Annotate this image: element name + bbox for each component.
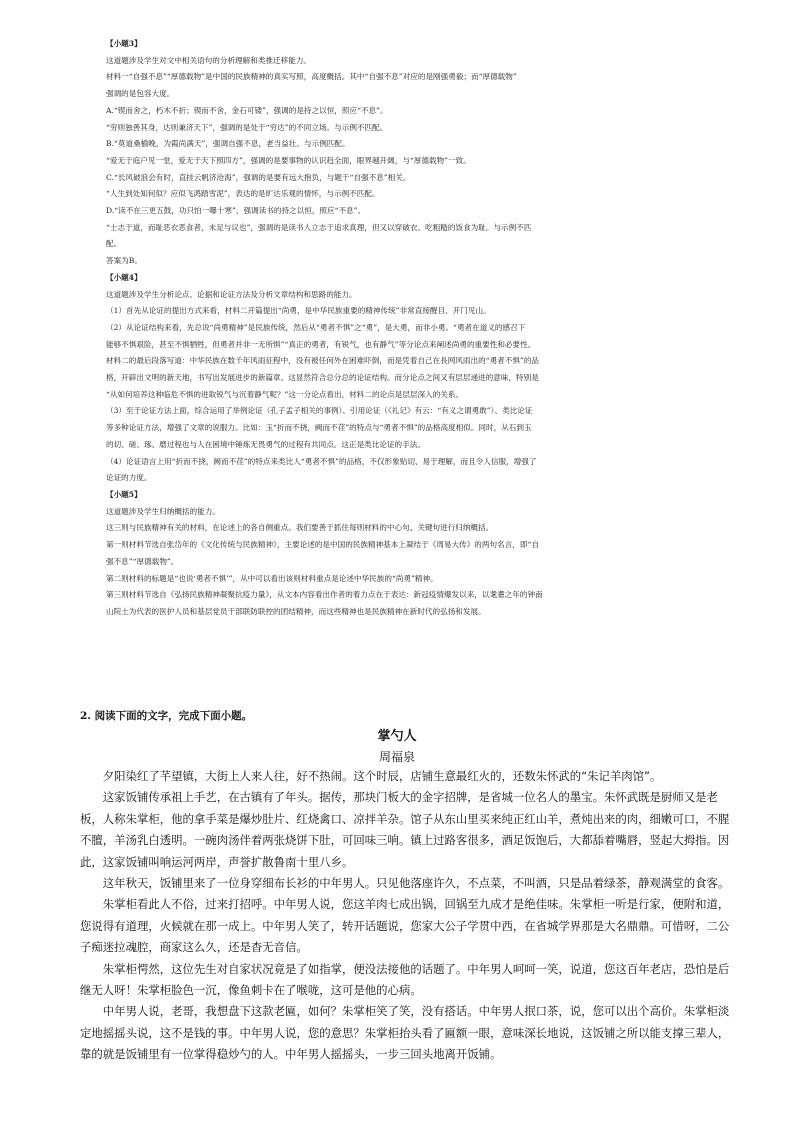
analysis-line: 强调的是包容大度。 [106,89,175,99]
analysis-line: 这道题涉及学生归纳概括的能力。 [106,506,220,516]
analysis-line: “人生到处知何似？应似飞鸿踏雪泥”，表达的是旷达乐观的情怀，与示例不匹配。 [106,189,380,199]
story-body [80,766,730,1066]
analysis-line: B.“莫道桑榆晚，为霞尚满天”，强调自强不息，老当益壮。与示例匹配。 [106,139,350,149]
story-line: 这家饭铺传承祖上手艺，在古镇有了年头。据传，那块门板大的金字招牌，是省城一位名人的墨宝。朱怀武既是厨师又是老 [80,790,718,805]
analysis-line: D.“读不在三更五鼓，功只怕一曝十寒”，强调读书的持之以恒，照应“不息”。 [106,206,366,216]
analysis-line: 能够不惧艰险，甚至不惧牺牲，但勇者并非一无所惧”“真正的勇者，有锐气，也有静气”等分论点来阐述尚勇的重要性和必要性。 [106,339,536,349]
story-line: 您说得有道理，火候就在那一成上。中年男人笑了，转开话题说，您家大公子学贯中西，在省城学界那是大名鼎鼎。可惜呀，二公 [80,918,730,933]
analysis-line: 第二则材料的标题是“也说‘勇者不惧’”，从中可以看出该则材料重点是论述中华民族的“尚勇”精神。 [106,573,438,583]
story-title: 掌勺人 [377,729,417,744]
story-line: 靠的就是饭铺里有一位掌得稳炒勺的人。中年男人摇摇头，一步三回头地离开饭铺。 [80,1047,502,1062]
story-line: 中年男人说，老哥，我想盘下这款老匾，如何？朱掌柜笑了笑，没有搭话。中年男人抿口茶，说，您可以出个高价。朱掌柜淡 [80,1004,730,1019]
story-line: 夕阳染红了芊望镇，大街上人来人往，好不热闹。这个时辰，店铺生意最红火的，还数朱怀武的“朱记羊肉馆”。 [80,769,662,783]
subquestion-tag: 【小题4】 [106,272,142,282]
analysis-line: “爱无于庭户见一堂，爱无于天下照四方”，强调的是要事物的认识趋全面，眼界越开阔，与“厚德载物”一致。 [106,155,471,165]
analysis-line: 的切、磋、琢、磨过程也与人在困境中锤炼无畏勇气的过程有共同点。这正是类比论证的手法。 [106,439,425,449]
story-line: 板，人称朱掌柜，他的拿手菜是爆炒肚片、红烧禽口、凉拌羊杂。馆子从东山里买来纯正红山羊，煮炖出来的肉，细嫩可口，不腥 [80,811,730,826]
analysis-line: 答案为B。 [106,256,142,266]
analysis-line: “从如何培养这种临危不惧的进取锐气与沉着静气呢？”这一分论点看出，材料二的论点是层层深入的关系。 [106,389,464,399]
analysis-line: 论证的力度。 [106,473,152,483]
analysis-line: （3）至于论证方法上面，综合运用了举例论证（孔子孟子相关的事例）、引用论证（《礼记》有云：“有义之谓勇敢”）、类比论证 [106,406,533,416]
question-prompt: 2. 阅读下面的文字，完成下面小题。 [80,710,253,722]
subquestion-tag: 【小题5】 [106,489,142,499]
analysis-line: 强不息”“厚德载物”。 [106,556,179,566]
analysis-line: 第三则材料节选自《弘扬民族精神凝聚抗疫力量》，从文本内容看出作者的着力点在于表达：新冠疫情爆发以来，以耄耋之年的钟南 [106,590,543,600]
analysis-line: 配。 [106,239,122,249]
analysis-line: （1）首先从论证的提出方式来看，材料二开篇提出“尚勇，是中华民族重要的精神传统”非常直接醒目、开门见山。 [106,306,491,316]
story-line: 这年秋天，饭铺里来了一位身穿细布长衫的中年男人。只见他落座许久，不点菜，不叫酒，只是品着绿茶，静观满堂的食客。 [80,876,730,891]
analysis-line: 等多种论证方法，增强了文章的说服力。比如：玉“折而不挠，阙而不荏”的特点与“勇者不惧”的品格高度相似。同时，从石到玉 [106,423,532,433]
analysis-line: 这道题涉及学生分析论点、论据和论证方法及分析文章结构和思路的能力。 [106,289,357,299]
analysis-line: 材料一“自强不息”“厚德载物”是中国的民族精神的真实写照，高度概括。其中“自强不息”对应的是刚强勇毅；而“厚德载物” [106,72,517,82]
analysis-line: 这道题涉及学生对文中相关语句的分析理解和类推迁移能力。 [106,55,312,65]
analysis-line: 这三则与民族精神有关的材料，在论述上的各自侧重点。我们要善于抓住每则材料的中心句、关键句进行归纳概括。 [106,523,494,533]
analysis-line: 山院士为代表的医护人员和基层党员干部联防联控的团结精神，而这些精神也是民族精神在新时代的弘扬和发展。 [106,606,486,616]
analysis-line: 第一则材料节选自张岱年的《文化传统与民族精神》，主要论述的是中国的民族精神基本上凝结于《周易大传》的两句名言，即“自 [106,540,539,550]
story-author: 周福泉 [378,750,415,764]
analysis-line: 材料二的最后段落写道：中华民族在数千年风雨征程中，没有被任何外在困难吓倒，而是凭着自己在長网风雨出的“勇者不惧”的品 [106,356,540,366]
subquestion-tag: 【小题3】 [106,39,142,48]
analysis-line: （2）从论证结构来看，先总说“尚勇精神”是民族传统，然后从“勇者不惧”之“勇”，是大勇，而非小勇。“勇者在道义的感召下 [106,322,526,332]
analysis-line: C.“长风破浪会有时，直挂云帆济沧海”，强调的是要有远大抱负，与题干“自强不息”相关。 [106,172,411,182]
story-line: 朱掌柜愕然，这位先生对自家状况竟是了如指掌，便没法接他的话题了。中年男人呵呵一笑，说道，您这百年老店，恐怕是后 [80,961,730,976]
story-line: 继无人呀！朱掌柜脸色一沉，像鱼刺卡在了喉咙，这可是他的心病。 [80,983,422,998]
story-line: 朱掌柜看此人不俗，过来打招呼。中年男人说，您这羊肉七成出锅，回锅至九成才是绝佳味。朱掌柜一听是行家，便附和道， [80,897,730,912]
story-line: 子痴迷拉魂腔，商家这么久，还是杳无音信。 [80,940,308,955]
story-line: 不膻，羊汤乳白透明。一碗肉汤伴着两张烧饼下肚，可回味三响。镇上过路客很多，酒足饭饱后，大都舔着嘴唇，竖起大拇指。因 [80,833,730,848]
analysis-line: “士志于道，而耻恶衣恶食者，未足与议也”，强调的是读书人立志于追求真理，但又以穿破衣、吃粗糙的饭食为耻。与示例不匹 [106,222,532,232]
answer-analysis-section [106,36,706,621]
analysis-line: （4）论证语言上用“折而不挠，阙而不荏”的特点来类比人“勇者不惧”的品格，不仅形象贴切、易于理解，而且令人信服，增强了 [106,456,537,466]
story-line: 此，这家饭铺叫响运河两岸，声誉扩散鲁南十里八乡。 [80,854,354,869]
analysis-line: 格，开辟出文明的新天地，书写出发展进步的新篇章。这显然符合总分总的论证结构。而分论点之间又有层层递进的意味，特别是 [106,373,539,383]
story-line: 定地摇摇头说，这不是钱的事。中年男人说，您的意思？朱掌柜抬头看了匾额一眼，意味深长地说，这饭铺之所以能支撑三辈人， [80,1025,730,1040]
analysis-line: A.“锲而舍之，朽木不折；锲而不舍，金石可镂”，强调的是持之以恒，照应“不息”。 [106,105,388,115]
analysis-line: “穷则独善其身，达则兼济天下”，强调的是处于“穷达”的不同立场。与示例不匹配。 [106,122,388,132]
